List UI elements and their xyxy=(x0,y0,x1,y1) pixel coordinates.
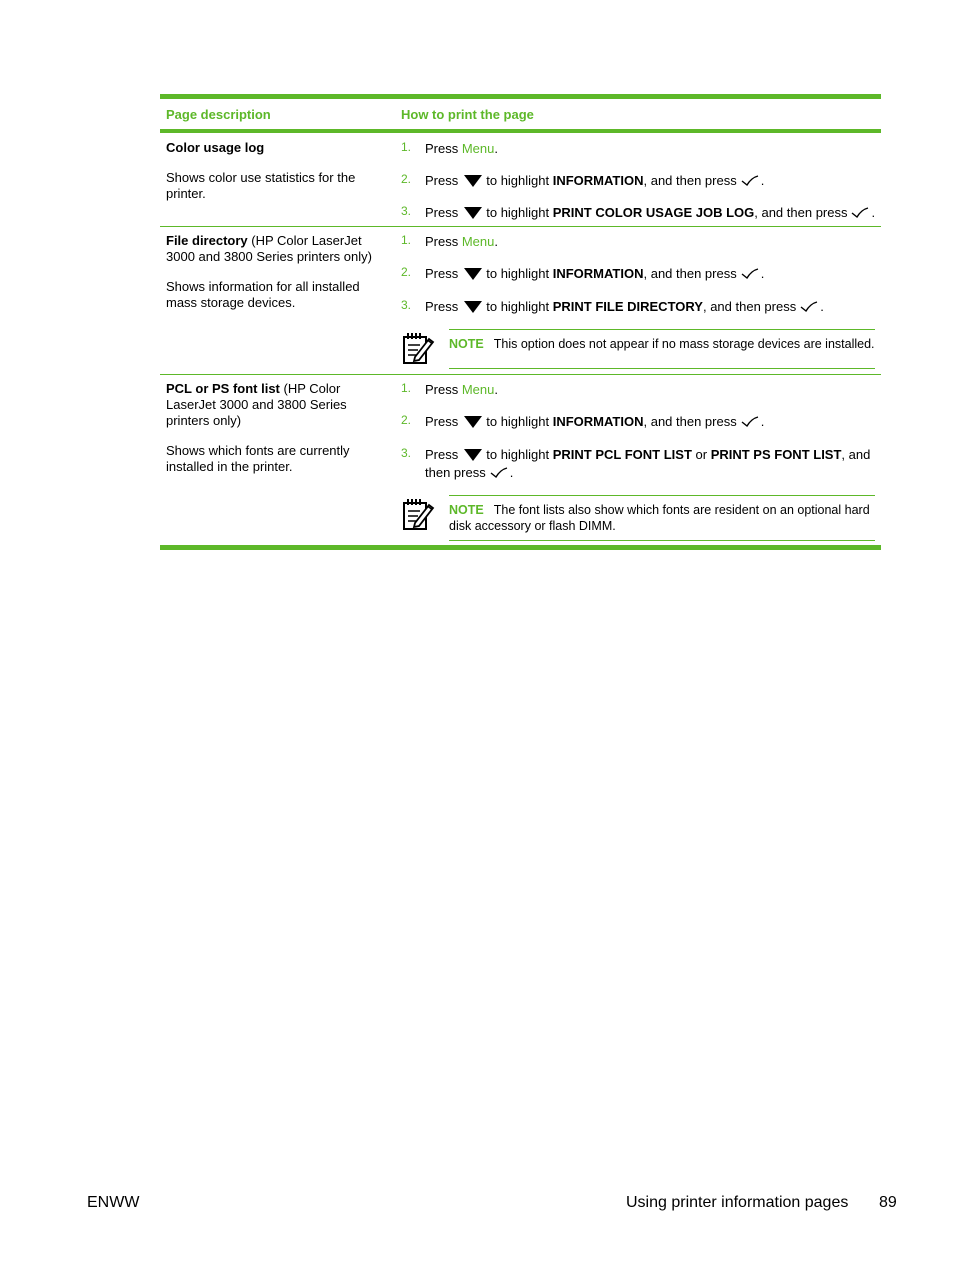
step-number: 2. xyxy=(401,413,412,427)
checkmark-icon xyxy=(800,301,818,313)
step-text-end: . xyxy=(509,465,514,480)
checkmark-icon xyxy=(490,467,508,479)
step-text: Press xyxy=(425,173,459,188)
down-triangle-icon xyxy=(464,449,482,461)
step-menu-item: PRINT PCL FONT LIST xyxy=(552,447,692,462)
table-bottom-rule xyxy=(160,545,881,550)
row-description-cell xyxy=(166,381,390,475)
step-number: 3. xyxy=(401,298,412,312)
step-text-tail: , and then press xyxy=(425,447,871,480)
row-title-suffix: (HP Color LaserJet 3000 and 3800 Series printers only) xyxy=(166,381,347,428)
step-text-tail: , and then press xyxy=(643,414,737,429)
step-text: Press xyxy=(425,414,459,429)
step-menu-item: INFORMATION xyxy=(552,414,644,429)
step-menu-item: INFORMATION xyxy=(552,173,644,188)
step-text-end: . xyxy=(760,414,765,429)
table-header xyxy=(160,99,881,129)
step-text-end: . xyxy=(820,299,824,314)
step-text-tail: , and then press xyxy=(702,299,797,314)
row-description: Shows which fonts are currently installed in the printer. xyxy=(166,443,350,474)
note-text: This option does not appear if no mass storage devices are installed. xyxy=(493,337,875,351)
row-description-cell xyxy=(166,140,390,202)
step-text-end: . xyxy=(871,205,876,220)
step-number: 2. xyxy=(401,172,412,186)
step-text-tail: , and then press xyxy=(643,266,737,281)
step-menu-item: PRINT COLOR USAGE JOB LOG xyxy=(552,205,755,220)
step-text-tail: , and then press xyxy=(754,205,848,220)
note-box xyxy=(449,495,875,541)
step-menu-item: PRINT PS FONT LIST xyxy=(710,447,842,462)
down-triangle-icon xyxy=(464,175,482,187)
step-text-or: or xyxy=(691,447,711,462)
step-number: 1. xyxy=(401,381,412,395)
row-description: Shows information for all installed mass storage devices. xyxy=(166,279,360,310)
step-number: 2. xyxy=(401,265,412,279)
step-text: Press xyxy=(425,266,459,281)
checkmark-icon xyxy=(741,268,759,280)
step-number: 1. xyxy=(401,140,412,154)
row-title-suffix: (HP Color LaserJet 3000 and 3800 Series printers only) xyxy=(166,233,372,264)
step-text-end: . xyxy=(494,141,498,156)
step-number: 1. xyxy=(401,233,412,247)
header-page-description: Page description xyxy=(166,106,271,122)
step-text: Press xyxy=(425,382,462,397)
header-how-to-print: How to print the page xyxy=(401,106,534,122)
checkmark-icon xyxy=(741,175,759,187)
checkmark-icon xyxy=(741,416,759,428)
page-number: 89 xyxy=(879,1194,897,1211)
step-text-mid: to highlight xyxy=(486,299,553,314)
step-text-tail: , and then press xyxy=(643,173,737,188)
note-label: NOTE xyxy=(449,337,484,351)
step-menu-item: INFORMATION xyxy=(552,266,644,281)
step-text-mid: to highlight xyxy=(486,173,553,188)
step-text-end: . xyxy=(760,173,765,188)
down-triangle-icon xyxy=(464,416,482,428)
checkmark-icon xyxy=(851,207,869,219)
note-text: The font lists also show which fonts are resident on an optional hard disk accessory or flash DIMM. xyxy=(449,503,870,533)
step-number: 3. xyxy=(401,204,412,218)
note-pad-icon xyxy=(401,331,435,365)
table-row xyxy=(160,375,881,545)
step-text: Press xyxy=(425,141,462,156)
down-triangle-icon xyxy=(464,268,482,280)
menu-button-label: Menu xyxy=(461,234,495,249)
down-triangle-icon xyxy=(464,207,482,219)
note-pad-icon xyxy=(401,497,435,531)
step-text-mid: to highlight xyxy=(486,205,553,220)
step-menu-item: PRINT FILE DIRECTORY xyxy=(552,299,703,314)
menu-button-label: Menu xyxy=(461,382,495,397)
step-text-end: . xyxy=(494,382,498,397)
row-description: Shows color use statistics for the printer. xyxy=(166,170,356,201)
step-text: Press xyxy=(425,447,459,462)
step-text-end: . xyxy=(494,234,498,249)
table-row xyxy=(160,133,881,226)
row-title: File directory xyxy=(166,233,248,248)
note-box xyxy=(449,329,875,369)
step-text-mid: to highlight xyxy=(486,414,553,429)
step-text-mid: to highlight xyxy=(486,447,553,462)
step-text: Press xyxy=(425,205,459,220)
step-text-end: . xyxy=(760,266,765,281)
note-label: NOTE xyxy=(449,503,484,517)
step-text-mid: to highlight xyxy=(486,266,553,281)
row-title: Color usage log xyxy=(166,140,265,155)
row-title: PCL or PS font list xyxy=(166,381,280,396)
footer-section-title: Using printer information pages xyxy=(626,1194,849,1211)
menu-button-label: Menu xyxy=(461,141,495,156)
down-triangle-icon xyxy=(464,301,482,313)
info-pages-table xyxy=(160,94,881,550)
table-row xyxy=(160,227,881,374)
step-text: Press xyxy=(425,234,462,249)
footer-enww: ENWW xyxy=(87,1194,140,1211)
step-number: 3. xyxy=(401,446,412,460)
row-description-cell xyxy=(166,233,390,311)
step-text: Press xyxy=(425,299,459,314)
